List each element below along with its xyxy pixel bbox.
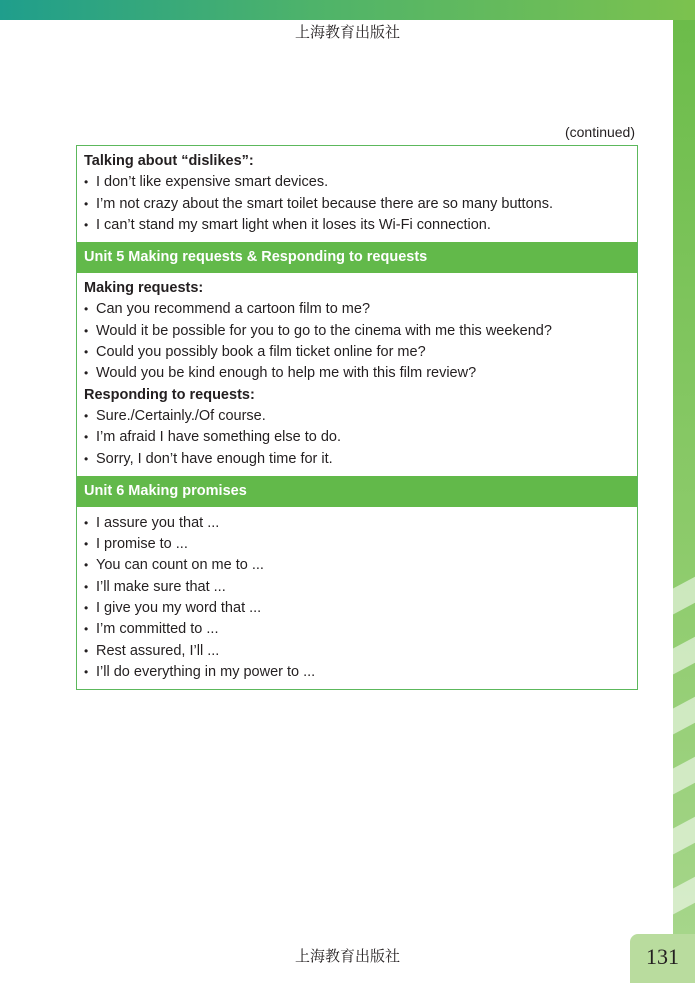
bullet-icon: •	[84, 579, 89, 594]
bullet-icon: •	[84, 537, 89, 552]
list-item: • I can’t stand my smart light when it loses its Wi-Fi connection.	[84, 215, 630, 236]
publisher-header: 上海教育出版社	[294, 23, 400, 41]
bullet-icon: •	[84, 643, 89, 658]
list-item: • I’m afraid I have something else to do.	[84, 427, 630, 448]
list-item: • Sorry, I don’t have enough time for it.	[84, 449, 630, 470]
unit6-section	[77, 507, 637, 689]
continued-label: (continued)	[564, 124, 635, 140]
bullet-icon: •	[84, 366, 89, 381]
bullet-icon: •	[84, 408, 89, 423]
page-number: 131	[630, 934, 695, 983]
bullet-icon: •	[84, 601, 89, 616]
making-requests-heading: Making requests:	[84, 280, 204, 297]
list-item: • Rest assured, I’ll ...	[84, 641, 630, 662]
bullet-icon: •	[84, 451, 89, 466]
list-item: • Would you be kind enough to help me with this film review?	[84, 363, 630, 384]
list-item: • Would it be possible for you to go to the cinema with me this weekend?	[84, 321, 630, 342]
list-item: • I promise to ...	[84, 534, 630, 555]
right-decorative-strip	[673, 20, 695, 983]
bullet-icon: •	[84, 622, 89, 637]
bullet-icon: •	[84, 217, 89, 232]
top-color-bar	[0, 0, 695, 20]
list-item: • I’ll make sure that ...	[84, 577, 630, 598]
list-item: • I don’t like expensive smart devices.	[84, 172, 630, 193]
bullet-icon: •	[84, 302, 89, 317]
bullet-icon: •	[84, 196, 89, 211]
unit5-section	[77, 273, 637, 476]
list-item: • I’m not crazy about the smart toilet because there are so many buttons.	[84, 194, 630, 215]
bullet-icon: •	[84, 175, 89, 190]
list-item: • Could you possibly book a film ticket online for me?	[84, 342, 630, 363]
bullet-icon: •	[84, 430, 89, 445]
list-item: • I assure you that ...	[84, 513, 630, 534]
phrase-table	[76, 145, 638, 690]
unit6-title-bar: Unit 6 Making promises	[77, 476, 637, 507]
list-item: • Can you recommend a cartoon film to me?	[84, 299, 630, 320]
dislikes-heading: Talking about “dislikes”:	[84, 153, 254, 169]
list-item: • I’ll do everything in my power to ...	[84, 662, 630, 683]
list-item: • You can count on me to ...	[84, 555, 630, 576]
responding-requests-heading: Responding to requests:	[84, 386, 255, 403]
publisher-footer: 上海教育出版社	[294, 947, 400, 965]
bullet-icon: •	[84, 323, 89, 338]
list-item: • I give you my word that ...	[84, 598, 630, 619]
dislikes-section	[77, 146, 637, 242]
bullet-icon: •	[84, 558, 89, 573]
bullet-icon: •	[84, 664, 89, 679]
bullet-icon: •	[84, 345, 89, 360]
list-item: • I’m committed to ...	[84, 619, 630, 640]
unit5-title-bar: Unit 5 Making requests & Responding to requests	[77, 242, 637, 273]
bullet-icon: •	[84, 515, 89, 530]
list-item: • Sure./Certainly./Of course.	[84, 406, 630, 427]
